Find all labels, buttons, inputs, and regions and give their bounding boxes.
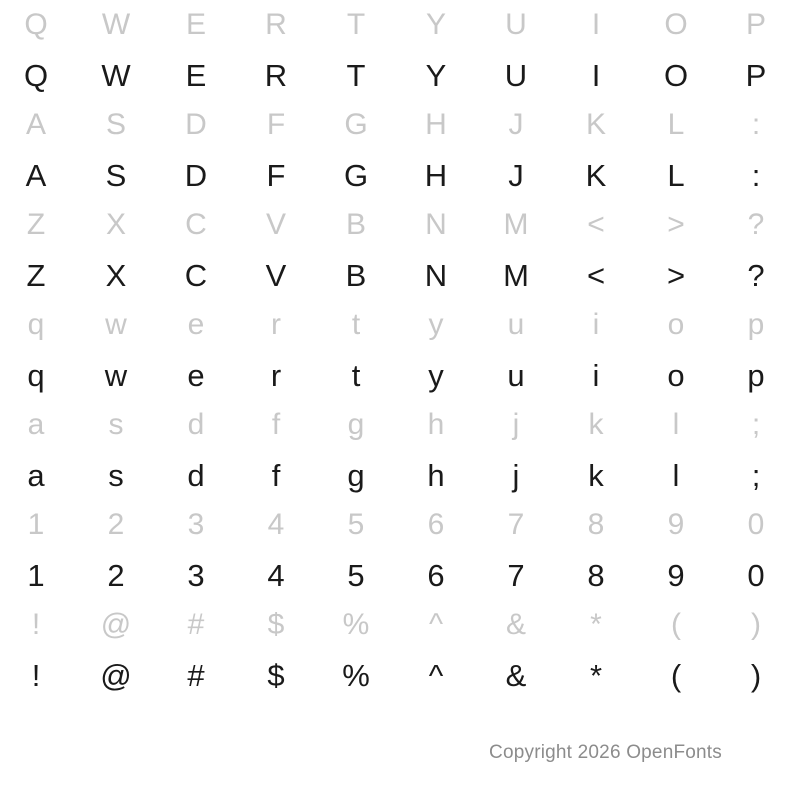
glyph: w: [105, 308, 127, 341]
glyph-cell: [480, 110, 560, 140]
glyph-cell: [560, 210, 640, 240]
glyph-cell: [160, 257, 240, 293]
glyph-cell: [640, 510, 720, 540]
glyph-cell: [320, 357, 400, 393]
glyph: p: [747, 308, 765, 341]
glyph-cell: [320, 110, 400, 140]
glyph: s: [108, 408, 124, 441]
glyph-cell: [320, 157, 400, 193]
glyph-cell: [400, 357, 480, 393]
glyph: t: [351, 308, 361, 341]
glyph: P: [745, 8, 766, 41]
glyph: #: [187, 657, 205, 693]
glyph: N: [425, 208, 447, 241]
glyph: G: [343, 157, 369, 193]
glyph-row: [0, 600, 800, 650]
glyph: R: [265, 8, 287, 41]
glyph-cell: [640, 157, 720, 193]
glyph-cell: [400, 10, 480, 40]
glyph-cell: [320, 657, 400, 693]
glyph: h: [427, 457, 445, 493]
glyph: %: [342, 657, 370, 693]
glyph: k: [588, 457, 604, 493]
glyph-cell: [0, 410, 80, 440]
glyph-cell: [640, 557, 720, 593]
glyph-cell: [560, 410, 640, 440]
glyph: 0: [747, 557, 765, 593]
glyph: a: [27, 457, 45, 493]
glyph-cell: [80, 457, 160, 493]
glyph: &: [505, 608, 526, 641]
glyph-cell: [0, 457, 80, 493]
glyph: ^: [428, 657, 444, 693]
glyph: f: [271, 457, 281, 493]
glyph-cell: [400, 610, 480, 640]
glyph: I: [591, 8, 601, 41]
glyph-cell: [400, 257, 480, 293]
glyph: ;: [751, 408, 761, 441]
glyph-cell: [240, 10, 320, 40]
glyph-cell: [560, 10, 640, 40]
glyph-cell: [720, 210, 800, 240]
glyph: M: [503, 208, 529, 241]
glyph: q: [27, 308, 45, 341]
glyph-cell: [720, 357, 800, 393]
glyph: 5: [347, 557, 365, 593]
glyph: $: [267, 657, 285, 693]
glyph: U: [505, 8, 527, 41]
glyph: J: [508, 157, 524, 193]
glyph-cell: [80, 557, 160, 593]
glyph-cell: [240, 557, 320, 593]
glyph-cell: [560, 257, 640, 293]
glyph: S: [105, 157, 127, 193]
glyph: !: [31, 608, 41, 641]
glyph: C: [184, 257, 208, 293]
glyph-cell: [0, 110, 80, 140]
glyph-cell: [160, 657, 240, 693]
glyph-cell: [560, 457, 640, 493]
glyph: 9: [667, 508, 685, 541]
glyph-cell: [0, 310, 80, 340]
glyph-cell: [560, 157, 640, 193]
glyph-cell: [720, 57, 800, 93]
glyph-cell: [400, 210, 480, 240]
glyph: L: [667, 157, 685, 193]
glyph-cell: [720, 410, 800, 440]
glyph-cell: [560, 557, 640, 593]
glyph-cell: [480, 510, 560, 540]
glyph: B: [345, 208, 366, 241]
glyph: (: [671, 608, 681, 641]
glyph-cell: [160, 310, 240, 340]
glyph-cell: [400, 557, 480, 593]
glyph: U: [504, 57, 528, 93]
glyph-cell: [480, 657, 560, 693]
glyph-cell: [480, 457, 560, 493]
glyph-cell: [0, 357, 80, 393]
glyph-cell: [320, 457, 400, 493]
glyph-cell: [560, 110, 640, 140]
glyph-cell: [80, 310, 160, 340]
glyph-cell: [0, 657, 80, 693]
glyph: <: [587, 208, 605, 241]
glyph: ?: [747, 257, 765, 293]
glyph: F: [266, 157, 286, 193]
glyph: O: [664, 8, 688, 41]
glyph-cell: [160, 557, 240, 593]
glyph: e: [187, 308, 205, 341]
glyph-cell: [160, 157, 240, 193]
glyph: 3: [187, 508, 205, 541]
glyph-row: [0, 250, 800, 300]
glyph: 8: [587, 508, 605, 541]
glyph-cell: [160, 210, 240, 240]
glyph-cell: [640, 110, 720, 140]
glyph-cell: [240, 157, 320, 193]
glyph: X: [105, 257, 127, 293]
glyph: 7: [507, 557, 525, 593]
glyph: i: [592, 308, 600, 341]
glyph: :: [751, 157, 761, 193]
glyph-cell: [480, 257, 560, 293]
glyph-cell: [560, 310, 640, 340]
glyph: t: [351, 357, 361, 393]
glyph-cell: [720, 310, 800, 340]
glyph-row: [0, 650, 800, 700]
glyph: 2: [107, 508, 125, 541]
glyph-cell: [160, 57, 240, 93]
glyph-cell: [480, 157, 560, 193]
glyph-cell: [560, 510, 640, 540]
glyph-cell: [80, 410, 160, 440]
glyph: W: [101, 57, 131, 93]
glyph-row: [0, 200, 800, 250]
glyph: d: [187, 457, 205, 493]
glyph-cell: [320, 57, 400, 93]
glyph-cell: [240, 457, 320, 493]
glyph: X: [105, 208, 126, 241]
glyph-cell: [160, 410, 240, 440]
glyph: Y: [425, 8, 446, 41]
glyph-row: [0, 500, 800, 550]
glyph-cell: [720, 510, 800, 540]
glyph: ^: [428, 608, 444, 641]
glyph-cell: [720, 610, 800, 640]
glyph-row: [0, 50, 800, 100]
glyph-cell: [160, 10, 240, 40]
glyph-cell: [240, 110, 320, 140]
glyph: O: [663, 57, 689, 93]
glyph: r: [270, 357, 282, 393]
glyph-cell: [400, 57, 480, 93]
glyph-cell: [240, 657, 320, 693]
glyph: T: [346, 8, 366, 41]
glyph: R: [264, 57, 288, 93]
glyph-cell: [80, 110, 160, 140]
glyph: S: [105, 108, 126, 141]
glyph: V: [265, 257, 287, 293]
glyph: D: [185, 108, 207, 141]
glyph: y: [428, 308, 444, 341]
glyph-cell: [640, 657, 720, 693]
glyph-cell: [480, 557, 560, 593]
glyph: a: [27, 408, 45, 441]
glyph-cell: [240, 210, 320, 240]
glyph: 4: [267, 557, 285, 593]
glyph-cell: [400, 410, 480, 440]
glyph-cell: [240, 257, 320, 293]
glyph-cell: [240, 610, 320, 640]
glyph-cell: [400, 510, 480, 540]
glyph-row: [0, 0, 800, 50]
copyright-notice: Copyright 2026 OpenFonts: [489, 742, 722, 763]
glyph: 1: [27, 557, 45, 593]
glyph-cell: [480, 57, 560, 93]
glyph-cell: [0, 257, 80, 293]
glyph-cell: [80, 657, 160, 693]
glyph: &: [505, 657, 527, 693]
glyph: y: [428, 357, 444, 393]
glyph-cell: [400, 657, 480, 693]
glyph: A: [25, 108, 46, 141]
glyph-cell: [640, 210, 720, 240]
glyph-cell: [720, 557, 800, 593]
glyph-cell: [720, 457, 800, 493]
glyph: k: [588, 408, 604, 441]
glyph-cell: [240, 410, 320, 440]
glyph: 4: [267, 508, 285, 541]
glyph-row: [0, 150, 800, 200]
glyph: r: [271, 308, 281, 341]
glyph-row: [0, 550, 800, 600]
glyph: #: [187, 608, 205, 641]
glyph: g: [347, 408, 365, 441]
glyph-cell: [0, 610, 80, 640]
glyph-cell: [240, 357, 320, 393]
glyph: l: [672, 457, 680, 493]
glyph-cell: [560, 657, 640, 693]
glyph-cell: [160, 510, 240, 540]
glyph: F: [266, 108, 286, 141]
glyph: K: [585, 108, 606, 141]
glyph: 7: [507, 508, 525, 541]
glyph-cell: [80, 157, 160, 193]
glyph-row: [0, 450, 800, 500]
glyph: 5: [347, 508, 365, 541]
glyph: %: [342, 608, 370, 641]
glyph: H: [424, 157, 448, 193]
glyph-cell: [720, 157, 800, 193]
glyph: o: [667, 308, 685, 341]
glyph-cell: [0, 57, 80, 93]
glyph-cell: [640, 257, 720, 293]
glyph-cell: [560, 357, 640, 393]
glyph: Z: [26, 257, 46, 293]
glyph-cell: [720, 10, 800, 40]
glyph: u: [507, 357, 525, 393]
glyph: f: [271, 408, 281, 441]
glyph-row: [0, 350, 800, 400]
glyph: h: [427, 408, 445, 441]
glyph-cell: [320, 557, 400, 593]
glyph-cell: [80, 257, 160, 293]
glyph-cell: [0, 557, 80, 593]
glyph-cell: [480, 410, 560, 440]
glyph: D: [184, 157, 208, 193]
glyph: G: [344, 108, 368, 141]
glyph: (: [670, 657, 682, 693]
glyph: W: [101, 8, 131, 41]
glyph-row: [0, 400, 800, 450]
glyph-cell: [480, 10, 560, 40]
glyph-cell: [480, 610, 560, 640]
glyph: H: [425, 108, 447, 141]
glyph-cell: [320, 210, 400, 240]
glyph-cell: [720, 110, 800, 140]
glyph: >: [667, 208, 685, 241]
glyph-cell: [80, 10, 160, 40]
glyph: d: [187, 408, 205, 441]
glyph: 1: [27, 508, 45, 541]
glyph-cell: [320, 510, 400, 540]
glyph: E: [185, 8, 206, 41]
glyph-cell: [720, 657, 800, 693]
glyph: *: [590, 608, 602, 641]
glyph-cell: [400, 310, 480, 340]
glyph-cell: [80, 510, 160, 540]
glyph: 9: [667, 557, 685, 593]
glyph: q: [27, 357, 45, 393]
glyph-cell: [640, 357, 720, 393]
glyph-cell: [480, 310, 560, 340]
glyph-cell: [640, 57, 720, 93]
glyph-cell: [0, 157, 80, 193]
glyph: p: [747, 357, 765, 393]
glyph-cell: [240, 57, 320, 93]
glyph-cell: [400, 110, 480, 140]
glyph: I: [591, 57, 601, 93]
glyph-cell: [640, 10, 720, 40]
glyph-cell: [0, 510, 80, 540]
glyph: ?: [747, 208, 765, 241]
glyph-cell: [640, 410, 720, 440]
glyph-cell: [560, 610, 640, 640]
glyph-cell: [80, 210, 160, 240]
glyph: l: [672, 408, 680, 441]
glyph-cell: [480, 210, 560, 240]
glyph: 0: [747, 508, 765, 541]
glyph-cell: [640, 457, 720, 493]
glyph-cell: [80, 357, 160, 393]
glyph-row: [0, 300, 800, 350]
glyph: @: [100, 657, 132, 693]
glyph: J: [508, 108, 524, 141]
glyph: g: [347, 457, 365, 493]
glyph: !: [31, 657, 41, 693]
glyph: <: [586, 257, 606, 293]
glyph: K: [585, 157, 607, 193]
glyph-cell: [480, 357, 560, 393]
glyph-cell: [80, 610, 160, 640]
glyph-cell: [400, 457, 480, 493]
glyph-cell: [560, 57, 640, 93]
glyph-cell: [400, 157, 480, 193]
glyph-cell: [160, 357, 240, 393]
glyph: 3: [187, 557, 205, 593]
glyph: j: [512, 457, 520, 493]
glyph: j: [512, 408, 520, 441]
glyph-cell: [240, 510, 320, 540]
glyph: 2: [107, 557, 125, 593]
glyph: C: [185, 208, 207, 241]
glyph: L: [667, 108, 685, 141]
glyph: s: [108, 457, 124, 493]
glyph-cell: [320, 10, 400, 40]
glyph: P: [745, 57, 767, 93]
glyph: >: [666, 257, 686, 293]
glyph-cell: [240, 310, 320, 340]
glyph-cell: [0, 210, 80, 240]
glyph: T: [346, 57, 366, 93]
glyph: o: [667, 357, 685, 393]
glyph: Y: [425, 57, 447, 93]
glyph: Q: [24, 8, 48, 41]
glyph: :: [751, 108, 761, 141]
glyph: M: [503, 257, 529, 293]
glyph: A: [25, 157, 47, 193]
glyph: E: [185, 57, 207, 93]
glyph: u: [507, 308, 525, 341]
glyph-cell: [160, 110, 240, 140]
glyph-cell: [80, 57, 160, 93]
glyph-cell: [640, 610, 720, 640]
glyph-cell: [640, 310, 720, 340]
glyph: *: [589, 657, 603, 693]
glyph: ;: [751, 457, 761, 493]
glyph: Z: [26, 208, 46, 241]
glyph: Q: [23, 57, 49, 93]
glyph-cell: [160, 457, 240, 493]
glyph-cell: [720, 257, 800, 293]
glyph-cell: [0, 10, 80, 40]
glyph: N: [424, 257, 448, 293]
glyph: i: [592, 357, 600, 393]
glyph: $: [267, 608, 285, 641]
glyph-cell: [320, 610, 400, 640]
glyph: 6: [427, 508, 445, 541]
glyph: V: [265, 208, 286, 241]
glyph: 6: [427, 557, 445, 593]
glyph-cell: [320, 310, 400, 340]
glyph: w: [104, 357, 128, 393]
glyph-row: [0, 100, 800, 150]
glyph-cell: [160, 610, 240, 640]
glyph-cell: [320, 410, 400, 440]
glyph: B: [345, 257, 367, 293]
glyph: e: [187, 357, 205, 393]
glyph: 8: [587, 557, 605, 593]
glyph: @: [100, 608, 132, 641]
glyph-cell: [320, 257, 400, 293]
glyph: ): [750, 657, 762, 693]
glyph: ): [751, 608, 761, 641]
